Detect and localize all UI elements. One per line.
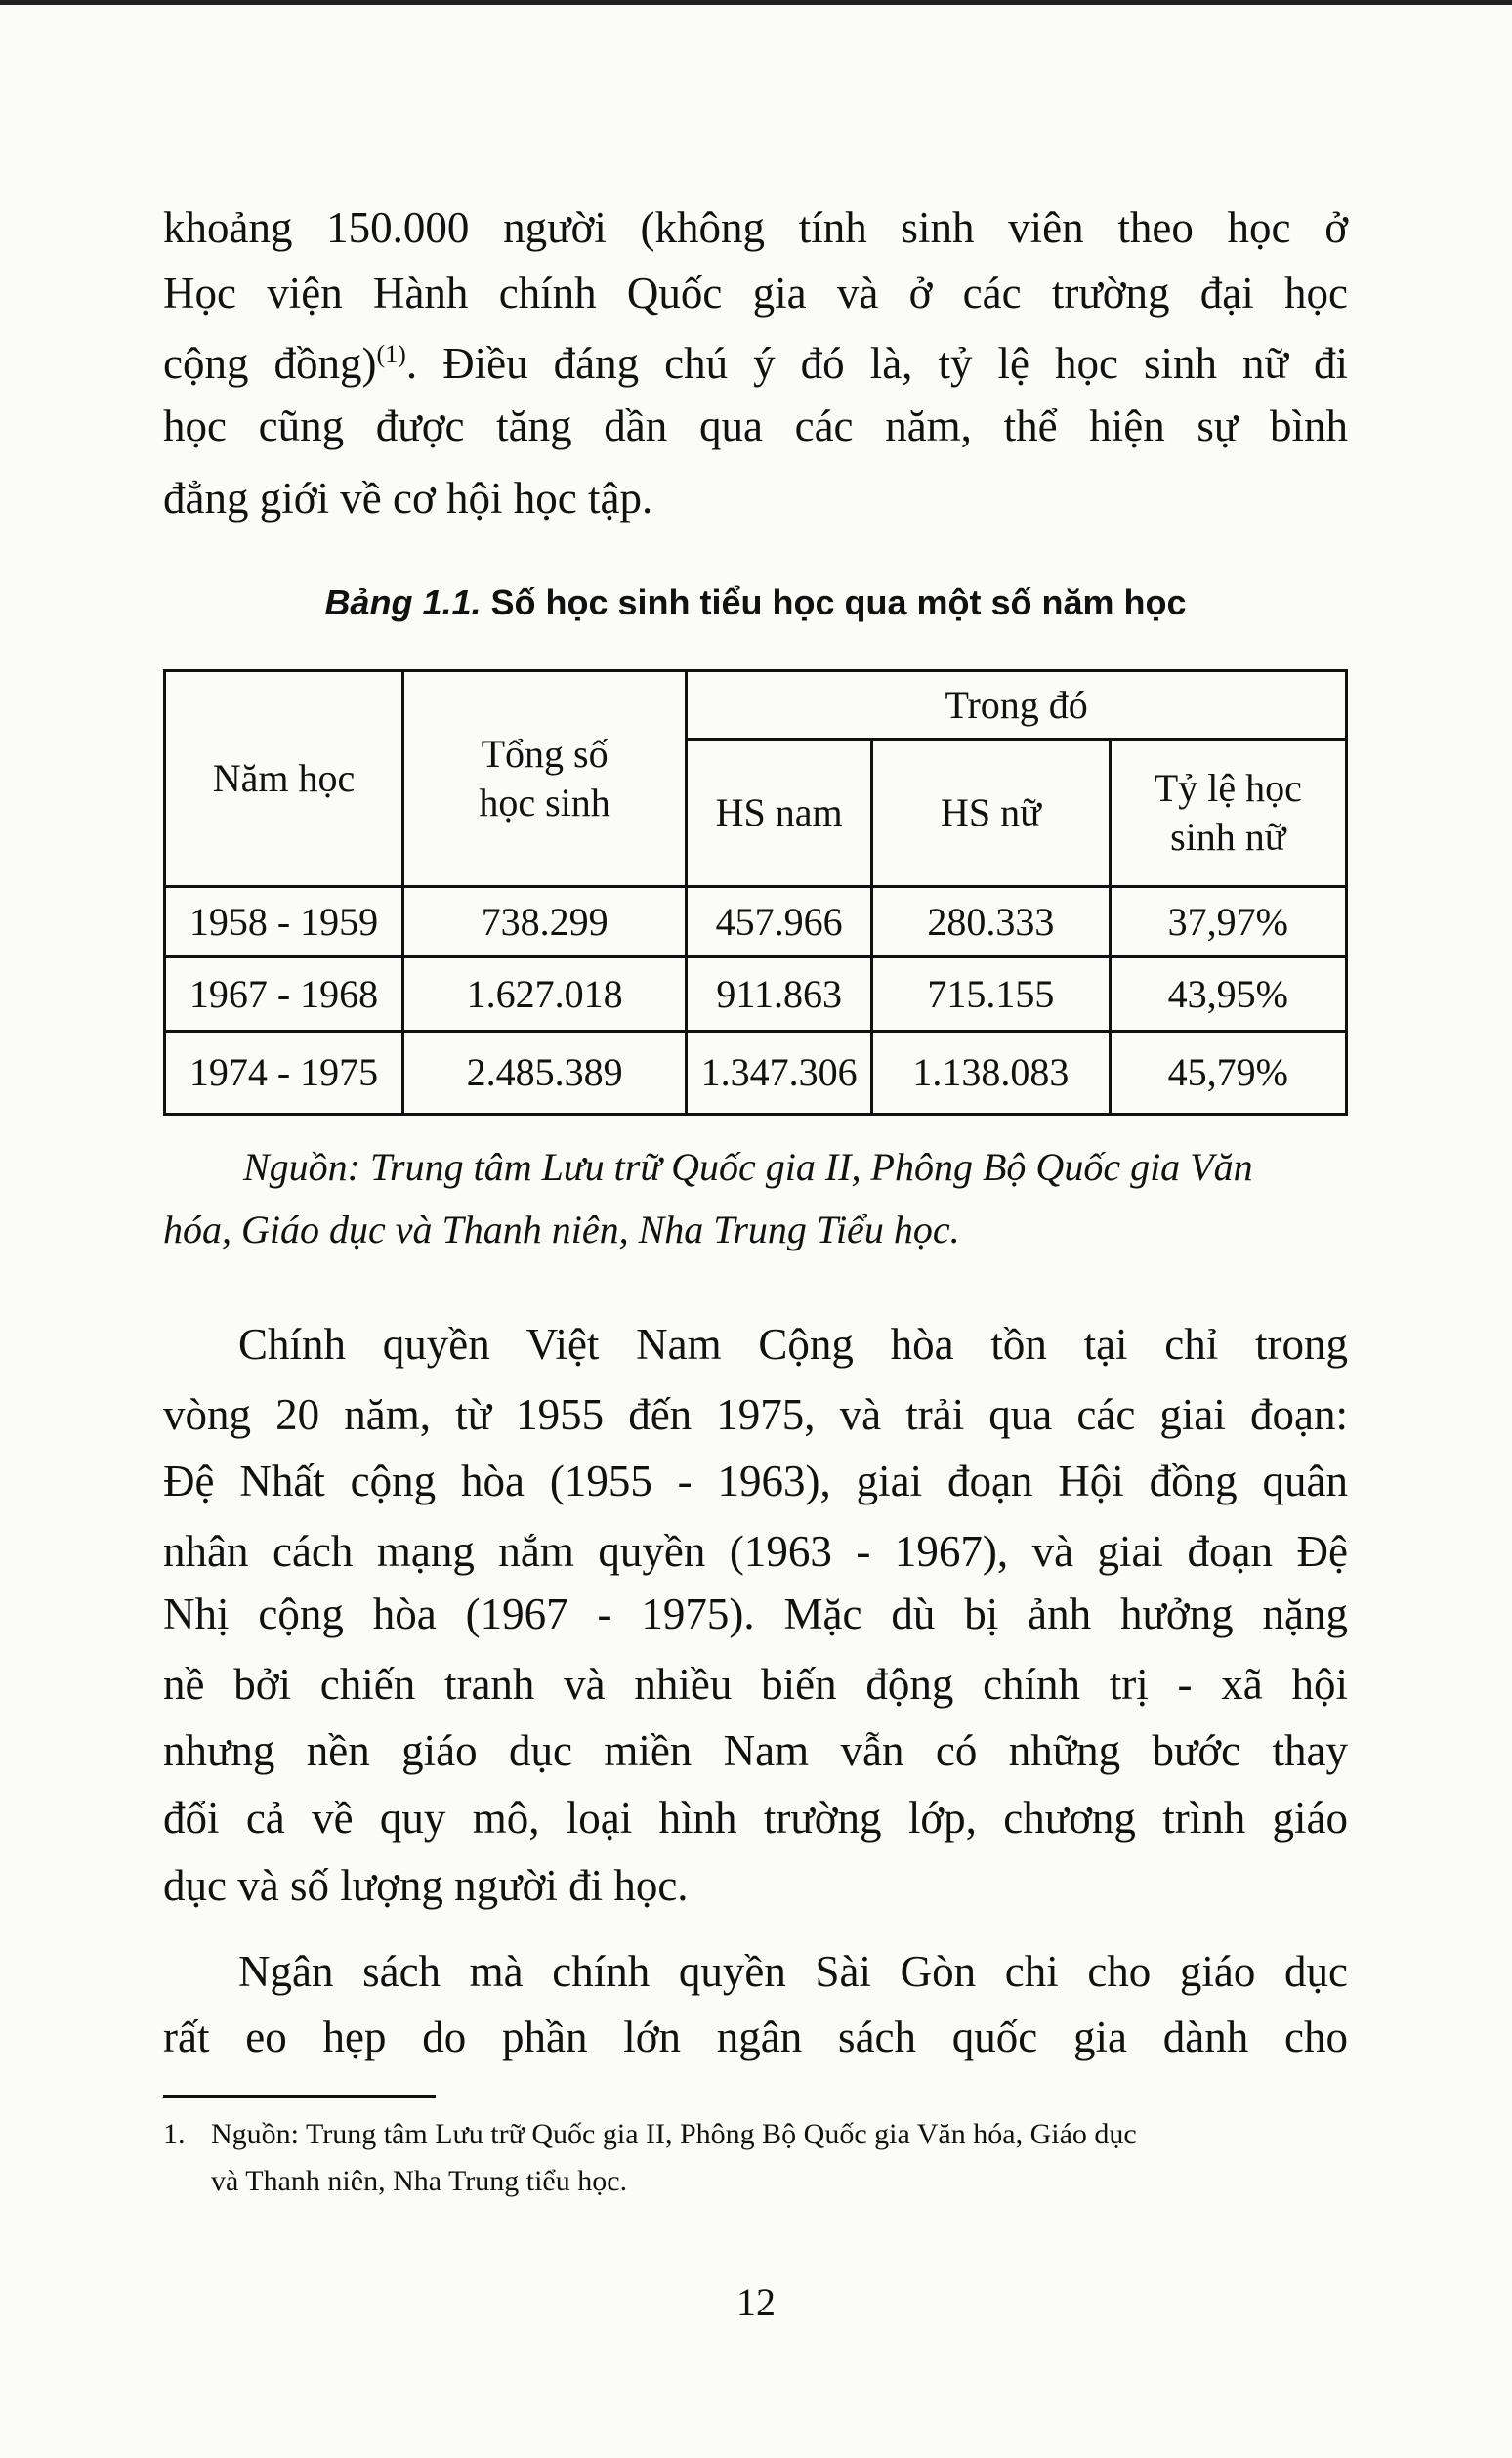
text-line: đẳng giới về cơ hội học tập. (163, 474, 653, 523)
text-line: vòng 20 năm, từ 1955 đến 1975, và trải qua các giai đoạn: (163, 1390, 1348, 1439)
cell: 738.299 (402, 887, 686, 957)
cell: 1.347.306 (687, 1032, 872, 1115)
footnote-text: Nguồn: Trung tâm Lưu trữ Quốc gia II, Phông Bộ Quốc gia Văn hóa, Giáo dục (211, 2118, 1137, 2150)
header-total: Tổng số học sinh (402, 671, 686, 887)
header-ratio: Tỷ lệ học sinh nữ (1110, 740, 1346, 887)
text-line: Chính quyền Việt Nam Cộng hòa tồn tại chỉ trong (238, 1320, 1348, 1369)
cell: 911.863 (687, 957, 872, 1032)
text-line: Học viện Hành chính Quốc gia và ở các trường đại học (163, 269, 1348, 318)
text-line: khoảng 150.000 người (không tính sinh viên theo học ở (163, 203, 1348, 252)
footnote-divider (163, 2095, 436, 2098)
cell: 1.627.018 (402, 957, 686, 1032)
header-group: Trong đó (687, 671, 1347, 740)
cell: 43,95% (1110, 957, 1346, 1032)
cell: 280.333 (872, 887, 1111, 957)
footnote-ref[interactable]: (1) (376, 340, 406, 368)
table-row (165, 887, 1347, 957)
table-row (165, 1032, 1347, 1115)
text-line: đổi cả về quy mô, loại hình trường lớp, chương trình giáo (163, 1794, 1348, 1843)
text-line: Ngân sách mà chính quyền Sài Gòn chi cho giáo dục (238, 1947, 1348, 1996)
text-line: rất eo hẹp do phần lớn ngân sách quốc gia dành cho (163, 2013, 1348, 2061)
cell: 1958 - 1959 (165, 887, 403, 957)
text-line: nhân cách mạng nắm quyền (1963 - 1967), và giai đoạn Đệ (163, 1527, 1348, 1576)
header-female: HS nữ (872, 740, 1111, 887)
table-source: hóa, Giáo dục và Thanh niên, Nha Trung Tiểu học. (163, 1208, 960, 1251)
footnote-number: 1. (163, 2118, 186, 2150)
caption-label: Bảng 1.1. (324, 582, 482, 622)
cell: 45,79% (1110, 1032, 1346, 1115)
text-line: nề bởi chiến tranh và nhiều biến động chính trị - xã hội (163, 1660, 1348, 1709)
text-line (163, 336, 1348, 391)
cell: 2.485.389 (402, 1032, 686, 1115)
cell: 1974 - 1975 (165, 1032, 403, 1115)
header-male: HS nam (687, 740, 872, 887)
cell: 457.966 (687, 887, 872, 957)
text: cộng đồng) (163, 339, 377, 388)
text-line: dục và số lượng người đi học. (163, 1861, 689, 1910)
text-line: Nhị cộng hòa (1967 - 1975). Mặc dù bị ảnh hưởng nặng (163, 1589, 1348, 1638)
table-row (165, 957, 1347, 1032)
students-table (163, 669, 1348, 1116)
text-line: nhưng nền giáo dục miền Nam vẫn có những bước thay (163, 1726, 1348, 1775)
text-line: học cũng được tăng dần qua các năm, thể hiện sự bình (163, 402, 1348, 450)
table-source: Nguồn: Trung tâm Lưu trữ Quốc gia II, Phông Bộ Quốc gia Văn (243, 1145, 1253, 1189)
cell: 37,97% (1110, 887, 1346, 957)
table-caption (163, 582, 1348, 623)
page-top-edge (0, 0, 1512, 5)
cell: 1.138.083 (872, 1032, 1111, 1115)
cell: 715.155 (872, 957, 1111, 1032)
page-number: 12 (736, 2280, 776, 2324)
text-line: Đệ Nhất cộng hòa (1955 - 1963), giai đoạn Hội đồng quân (163, 1457, 1348, 1505)
cell: 1967 - 1968 (165, 957, 403, 1032)
footnote-text: và Thanh niên, Nha Trung tiểu học. (211, 2165, 628, 2197)
text: . Điều đáng chú ý đó là, tỷ lệ học sinh nữ đi (405, 339, 1348, 388)
caption-text: Số học sinh tiểu học qua một số năm học (481, 582, 1187, 622)
header-year: Năm học (165, 671, 403, 887)
